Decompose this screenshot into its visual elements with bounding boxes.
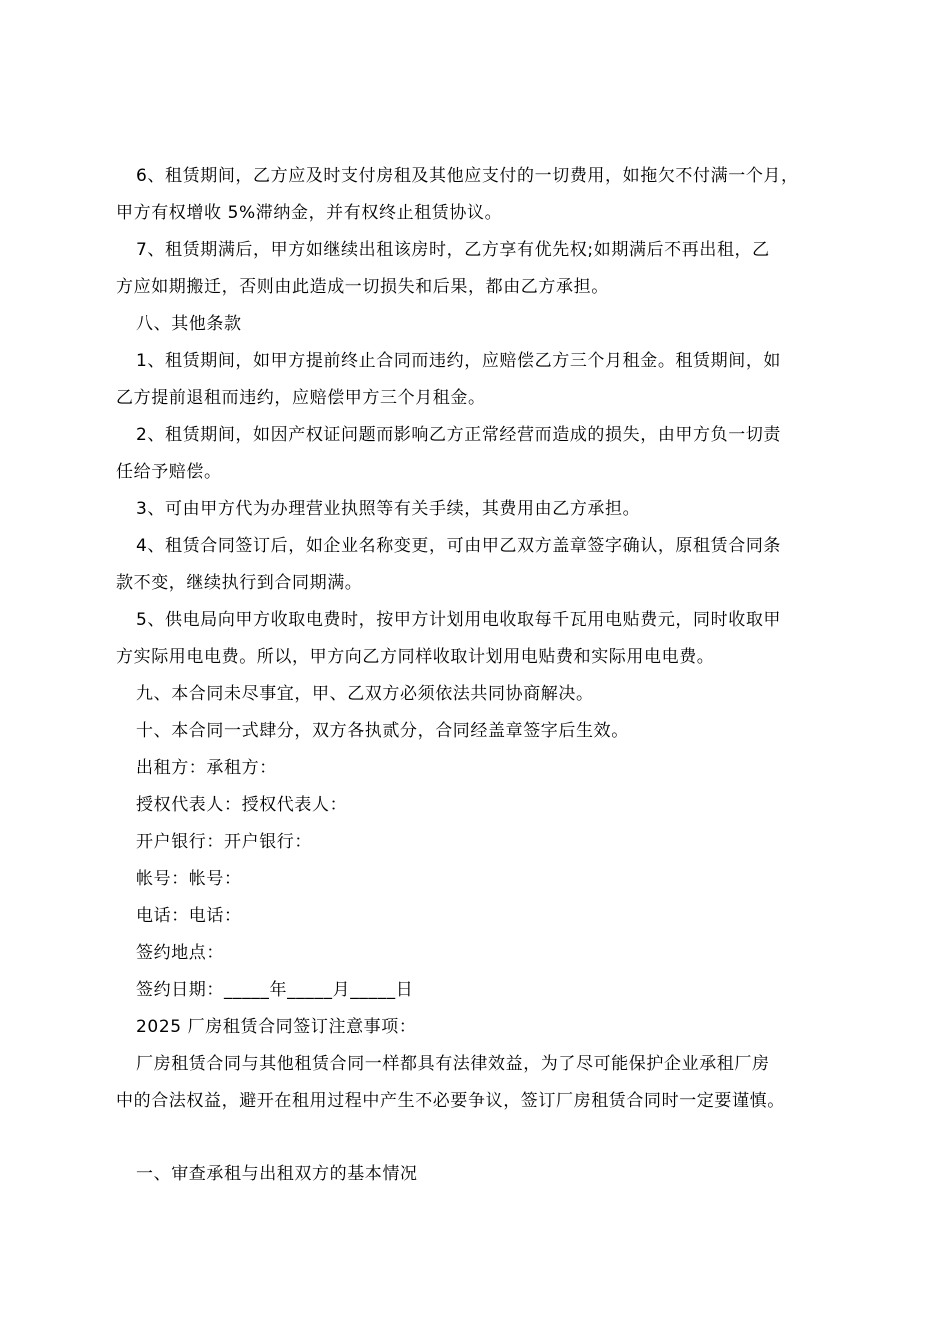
section-10: 十、本合同一式肆分，双方各执贰分，合同经盖章签字后生效。 — [136, 721, 629, 741]
signature-phones: 电话：电话： — [136, 906, 242, 926]
clause-8-3: 3、可由甲方代为办理营业执照等有关手续，其费用由乙方承担。 — [136, 499, 641, 519]
signing-date: 签约日期：_____年_____月_____日 — [136, 980, 414, 1000]
clause-8-1-line-2: 乙方提前退租而违约，应赔偿甲方三个月租金。 — [116, 388, 486, 408]
notes-section-1-heading: 一、审查承租与出租双方的基本情况 — [136, 1164, 418, 1184]
signature-representatives: 授权代表人：授权代表人： — [136, 795, 348, 815]
clause-8-5-line-2: 方实际用电电费。所以，甲方向乙方同样收取计划用电贴费和实际用电电费。 — [116, 647, 715, 667]
notes-paragraph-line-2: 中的合法权益，避开在租用过程中产生不必要争议，签订厂房租赁合同时一定要谨慎。 — [116, 1091, 785, 1111]
clause-7-line-1: 7、租赁期满后，甲方如继续出租该房时，乙方享有优先权;如期满后不再出租，乙 — [136, 240, 770, 260]
section-9: 九、本合同未尽事宜，甲、乙双方必须依法共同协商解决。 — [136, 684, 594, 704]
signature-accounts: 帐号：帐号： — [136, 869, 242, 889]
notes-paragraph-line-1: 厂房租赁合同与其他租赁合同一样都具有法律效益，为了尽可能保护企业承租厂房 — [136, 1054, 770, 1074]
section-8-heading: 八、其他条款 — [136, 314, 242, 334]
clause-8-4-line-2: 款不变，继续执行到合同期满。 — [116, 573, 363, 593]
clause-8-2-line-1: 2、租赁期间，如因产权证问题而影响乙方正常经营而造成的损失，由甲方负一切责 — [136, 425, 782, 445]
signature-parties: 出租方：承租方： — [136, 758, 277, 778]
signature-banks: 开户银行：开户银行： — [136, 832, 312, 852]
clause-7-line-2: 方应如期搬迁，否则由此造成一切损失和后果，都由乙方承担。 — [116, 277, 609, 297]
clause-8-4-line-1: 4、租赁合同签订后，如企业名称变更，可由甲乙双方盖章签字确认，原租赁合同条 — [136, 536, 782, 556]
signing-place: 签约地点： — [136, 943, 224, 963]
clause-8-2-line-2: 任给予赔偿。 — [116, 462, 222, 482]
clause-8-5-line-1: 5、供电局向甲方收取电费时，按甲方计划用电收取每千瓦用电贴费元，同时收取甲 — [136, 610, 782, 630]
clause-8-1-line-1: 1、租赁期间，如甲方提前终止合同而违约，应赔偿乙方三个月租金。租赁期间，如 — [136, 351, 782, 371]
clause-6-line-2: 甲方有权增收 5%滞纳金，并有权终止租赁协议。 — [116, 203, 503, 223]
notes-heading: 2025 厂房租赁合同签订注意事项： — [136, 1017, 417, 1037]
clause-6-line-1: 6、租赁期间，乙方应及时支付房租及其他应支付的一切费用，如拖欠不付满一个月， — [136, 166, 799, 186]
